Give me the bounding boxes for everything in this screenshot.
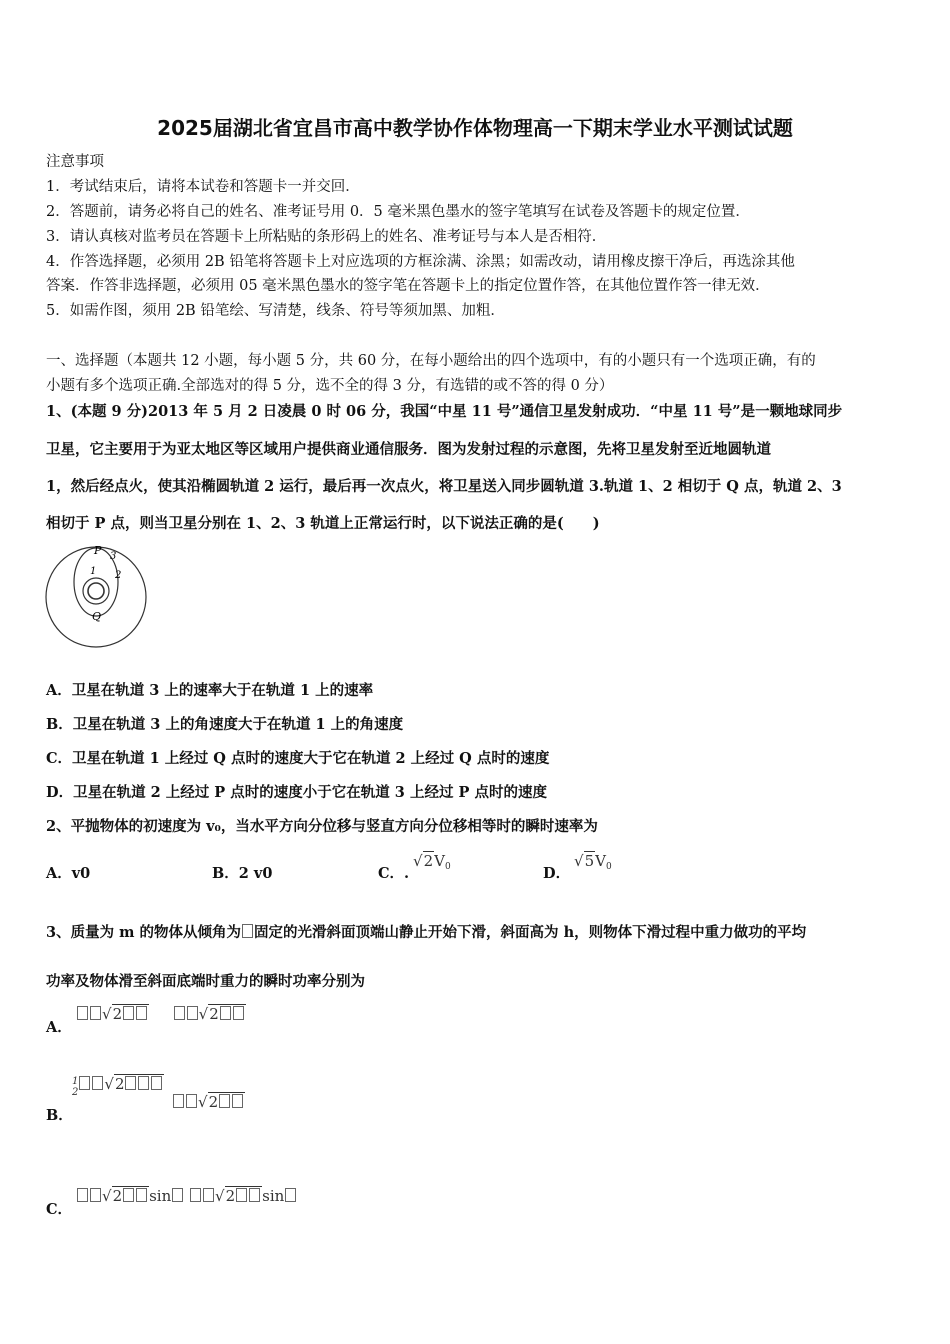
option-d-formula: $√5V_0$ (574, 852, 612, 872)
sin-label: sin (149, 1187, 172, 1205)
velocity-subscript: 0 (444, 862, 451, 872)
page-title: 2025届湖北省宜昌市高中教学协作体物理高一下期末学业水平测试试题 (157, 116, 793, 140)
orbit-1 (83, 578, 109, 604)
question-1-stem: 相切于 P 点，则当卫星分别在 1、2、3 轨道上正常运行时，以下说法正确的是( ) (46, 515, 600, 532)
velocity-subscript: 0 (605, 862, 612, 872)
question-1-stem: 卫星，它主要用于为亚太地区等区域用户提供商业通信服务．图为发射过程的示意图，先将卫星发射至近地圆轨道 (46, 441, 771, 458)
notice-item: 5．如需作图，须用 2B 铅笔绘、写清楚，线条、符号等须加黑、加粗． (46, 303, 505, 319)
notice-item: 1．考试结束后，请将本试卷和答题卡一并交回． (46, 179, 360, 195)
point-p-label: P (94, 544, 102, 557)
option-b-formula: 1 2 √2 (72, 1074, 164, 1098)
option-b-formula: √2 (172, 1092, 245, 1111)
question-3-stem (46, 923, 806, 943)
question-1-stem: 1，然后经点火，使其沿椭圆轨道 2 运行，最后再一次点火，将卫星送入同步圆轨道 3.轨道 1、2 相切于 Q 点，轨道 2、3 (46, 478, 842, 495)
question-1-stem: 1、(本题 9 分)2013 年 5 月 2 日凌晨 0 时 06 分，我国“中星 11 号”通信卫星发射成功．“中星 11 号”是一颗地球同步 (46, 403, 843, 420)
fraction-denominator: 2 (72, 1087, 79, 1098)
option-a-formula: √2 √2 (76, 1004, 246, 1023)
notice-item: 4．作答选择题，必须用 2B 铅笔将答题卡上对应选项的方框涂满、涂黑；如需改动，请用橡皮擦干净后，再选涂其他 (46, 254, 795, 270)
orbit-1-label: 1 (90, 566, 97, 577)
orbit-diagram (44, 544, 152, 654)
question-3-stem: 功率及物体滑至斜面底端时重力的瞬时功率分别为 (46, 973, 365, 990)
earth (88, 583, 104, 599)
option-c: C．. (378, 865, 410, 882)
option-d: D．卫星在轨道 2 上经过 P 点时的速度小于它在轨道 3 上经过 P 点时的速度 (46, 784, 547, 801)
option-c-formula: √2 sin √2 sin (76, 1186, 297, 1205)
radicand: 5 (584, 852, 595, 870)
notice-item: 答案．作答非选择题，必须用 05 毫米黑色墨水的签字笔在答题卡上的指定位置作答，在其他位置作答一律无效． (46, 278, 770, 294)
point-q-label: Q (92, 610, 102, 623)
notice-item: 2．答题前，请务必将自己的姓名、准考证号用 0．5 毫米黑色墨水的签字笔填写在试卷及答题卡的规定位置． (46, 204, 750, 220)
option-c: C． (46, 1201, 73, 1218)
option-b: B．卫星在轨道 3 上的角速度大于在轨道 1 上的角速度 (46, 716, 404, 733)
option-a: A．v0 (46, 865, 91, 882)
option-d: D． (543, 865, 571, 882)
notice-item: 3．请认真核对监考员在答题卡上所粘贴的条形码上的姓名、准考证号与本人是否相符． (46, 229, 607, 245)
sin-label: sin (262, 1187, 285, 1205)
option-a: A．卫星在轨道 3 上的速率大于在轨道 1 上的速率 (46, 682, 374, 699)
orbit-3 (46, 547, 146, 647)
option-c-formula: $√2V_0$ (413, 852, 451, 872)
option-a: A． (46, 1019, 72, 1036)
section-instruction: 一、选择题（本题共 12 小题，每小题 5 分，共 60 分，在每小题给出的四个选项中，有的小题只有一个选项正确，有的 (46, 353, 816, 369)
stem-part: 3、质量为 m 的物体从倾角为 (46, 924, 242, 941)
option-b: B．2 v0 (212, 865, 273, 882)
radicand: 2 (423, 852, 434, 870)
orbit-2-label: 2 (115, 570, 122, 581)
fraction-numerator: 1 (72, 1076, 79, 1087)
stem-part: 固定的光滑斜面顶端山静止开始下滑，斜面高为 h，则物体下滑过程中重力做功的平均 (254, 924, 807, 941)
missing-symbol-glyph (242, 924, 253, 938)
question-2-stem: 2、平抛物体的初速度为 v₀，当水平方向分位移与竖直方向分位移相等时的瞬时速率为 (46, 818, 598, 835)
option-c: C．卫星在轨道 1 上经过 Q 点时的速度大于它在轨道 2 上经过 Q 点时的速度 (46, 750, 550, 767)
option-b: B． (46, 1107, 73, 1124)
velocity-symbol: V (595, 852, 606, 870)
velocity-symbol: V (434, 852, 445, 870)
section-instruction: 小题有多个选项正确.全部选对的得 5 分，选不全的得 3 分，有选错的或不答的得 0 分） (46, 378, 614, 394)
notice-heading: 注意事项 (46, 154, 104, 170)
orbit-3-label: 3 (110, 551, 117, 562)
